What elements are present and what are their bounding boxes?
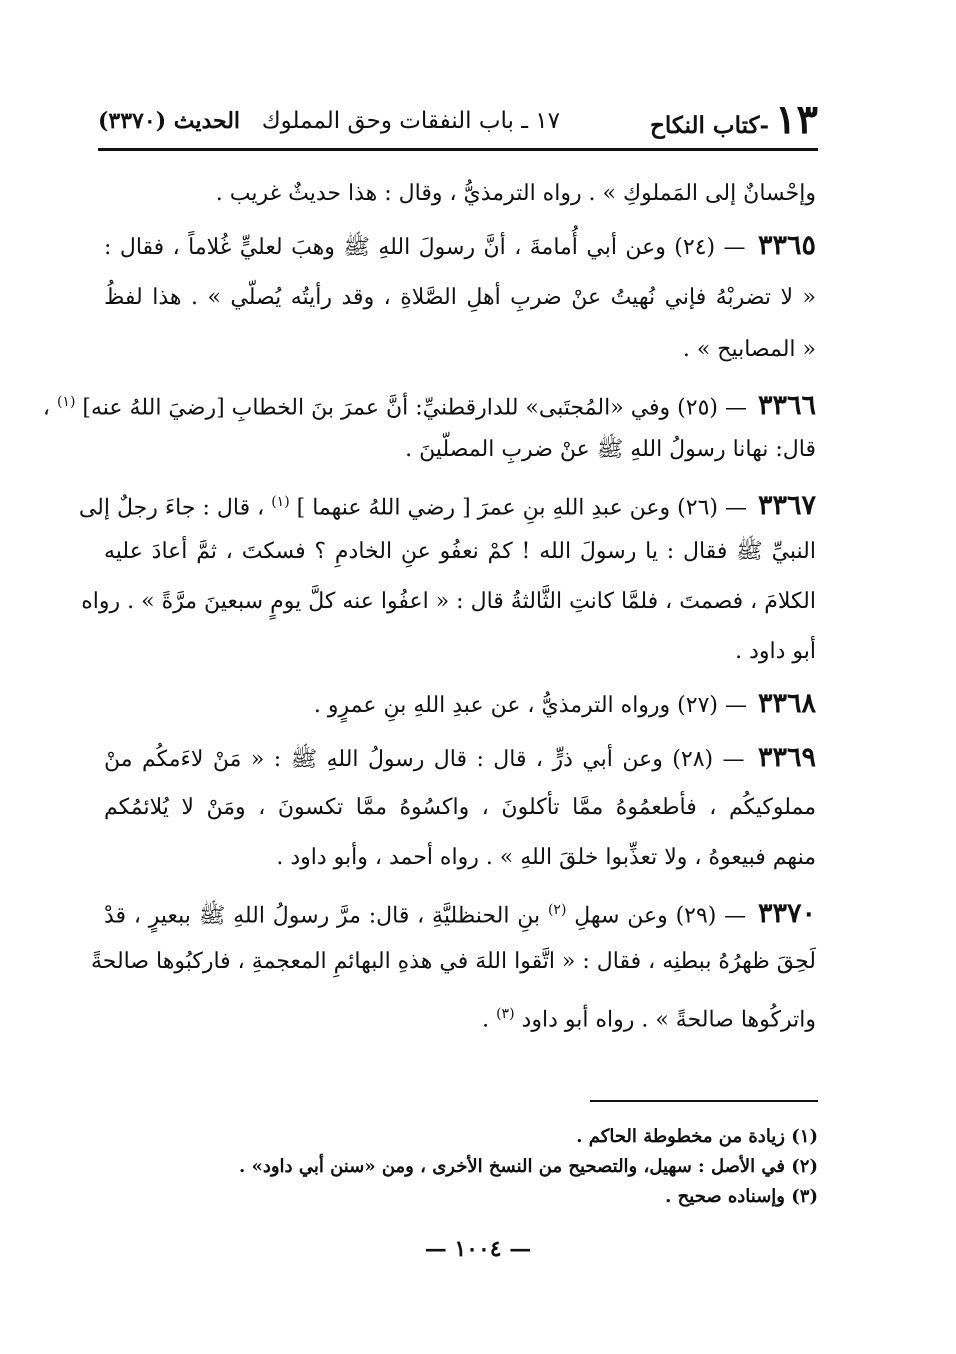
hadith-number: ٣٣٦٩ xyxy=(758,742,817,773)
footnote: (١) زيادة من مخطوطة الحاكم . xyxy=(576,1126,818,1147)
hadith-number: ٣٣٧٠ xyxy=(758,898,817,930)
text-line xyxy=(104,276,816,320)
text-line xyxy=(104,836,816,880)
footnote-marker: (٢) xyxy=(547,902,567,918)
page-number: — ١٠٠٤ — xyxy=(424,1236,532,1262)
footnote-marker: (١) xyxy=(56,394,76,410)
text-line xyxy=(104,888,816,932)
line-text: — (٢٤) وعن أبي أُمامةَ ، أنَّ رسولَ اللهِ ﷺ وهبَ لعليٍّ غُلاماً ، فقال : xyxy=(104,235,746,260)
line-text: . xyxy=(482,1007,490,1033)
text-line xyxy=(78,480,816,524)
text-line xyxy=(90,940,816,984)
line-text: ، قال : جاءَ رجلٌ إلى xyxy=(78,495,265,521)
text-line xyxy=(104,682,816,726)
text-line xyxy=(104,530,816,574)
line-text: « لا تضربْهُ فإني نُهيتُ عنْ ضربِ أهلِ الصَّلاةِ ، وقد رأيتُه يُصلّي » . هذا لفظُ xyxy=(104,285,816,310)
text-line xyxy=(104,172,816,216)
book-title: -كتاب النكاح xyxy=(650,112,770,139)
hadith-number: ٣٣٦٧ xyxy=(757,490,816,522)
hadith-number: ٣٣٦٨ xyxy=(757,688,816,719)
line-text: قال: نهانا رسولُ اللهِ ﷺ عنْ ضربِ المصلّينَ . xyxy=(405,437,816,462)
text-line xyxy=(104,428,816,472)
footnote: (٢) في الأصل : سهيل، والتصحيح من النسخ الأخرى ، ومن «سنن أبي داود» . xyxy=(239,1156,818,1177)
line-text: لَحِقَ ظهرُهُ ببطنِه ، فقال : « اتَّقوا اللهَ في هذهِ البهائمِ المعجمةِ ، فاركبُوها صالحةً xyxy=(90,949,816,974)
line-text: أبو داود . xyxy=(735,639,816,664)
line-text: النبيِّ ﷺ فقال : يا رسولَ الله ! كمْ نعفُو عنِ الخادمِ ؟ فسكتَ ، ثمَّ أعادَ عليه xyxy=(104,539,816,564)
line-text: واتركُوها صالحةً » . رواه أبو داود xyxy=(521,1007,816,1033)
line-text: « المصابيح » . xyxy=(682,337,816,362)
line-text: — (٢٧) ورواه الترمذيُّ ، عن عبدِ اللهِ بنِ عمرٍو . xyxy=(313,693,747,718)
line-text: بنِ الحنظليَّةِ ، قال: مرَّ رسولُ اللهِ ﷺ ببعيرٍ ، قدْ xyxy=(104,903,541,929)
hadith-number: ٣٣٦٦ xyxy=(757,390,816,422)
running-header xyxy=(98,98,818,151)
footnote-divider xyxy=(590,1100,818,1102)
hadith-number: ٣٣٦٥ xyxy=(758,230,817,261)
text-line xyxy=(104,224,816,268)
line-text: منهم فبيعوهُ ، ولا تعذِّبوا خلقَ اللهِ » . رواه أحمد ، وأبو داود . xyxy=(276,845,816,870)
line-text: — (٢٩) وعن سهلِ xyxy=(574,903,747,929)
chapter-title: ١٧ ـ باب النفقات وحق المملوك xyxy=(261,108,560,134)
line-text: — (٢٥) وفي «المُجتَبى» للدارقطنيِّ: أنَّ عمرَ بنَ الخطابِ [رضيَ اللهُ عنه] xyxy=(82,395,747,421)
text-line xyxy=(104,736,816,780)
text-line xyxy=(42,380,816,424)
book-number: ١٣ xyxy=(775,96,818,143)
line-text: — (٢٨) وعن أبي ذرٍّ ، قال : قال رسولُ اللهِ ﷺ : « مَنْ لاءَمكُم منْ xyxy=(104,747,745,772)
line-text: — (٢٦) وعن عبدِ اللهِ بنِ عمرَ [ رضي اللهُ عنهما ] xyxy=(296,495,747,521)
text-line xyxy=(104,328,816,372)
text-line xyxy=(104,786,816,830)
text-line xyxy=(81,580,816,624)
footnote-marker: (١) xyxy=(271,494,290,510)
line-text: مملوكيكُم ، فأطعمُوهُ ممَّا تأكلونَ ، واكسُوهُ ممَّا تكسونَ ، ومَنْ لا يُلائمُكم xyxy=(104,795,816,820)
hadith-range: الحديث (٣٣٧٠) xyxy=(98,108,241,134)
line-text: ، xyxy=(42,395,50,421)
line-text: وإحْسانٌ إلى المَملوكِ » . رواه الترمذيُّ ، وقال : هذا حديثٌ غريب . xyxy=(215,181,816,206)
book-heading xyxy=(650,96,818,143)
line-text: الكلامَ ، فصمتَ ، فلمَّا كانتِ الثَّالثةُ قال : « اعفُوا عنه كلَّ يومٍ سبعينَ مرَّةً » . رواه xyxy=(81,589,816,614)
footnote-marker: (٣) xyxy=(496,1006,515,1022)
footnote: (٣) وإسناده صحيح . xyxy=(665,1186,818,1207)
text-line xyxy=(104,630,816,674)
text-line xyxy=(104,992,816,1036)
